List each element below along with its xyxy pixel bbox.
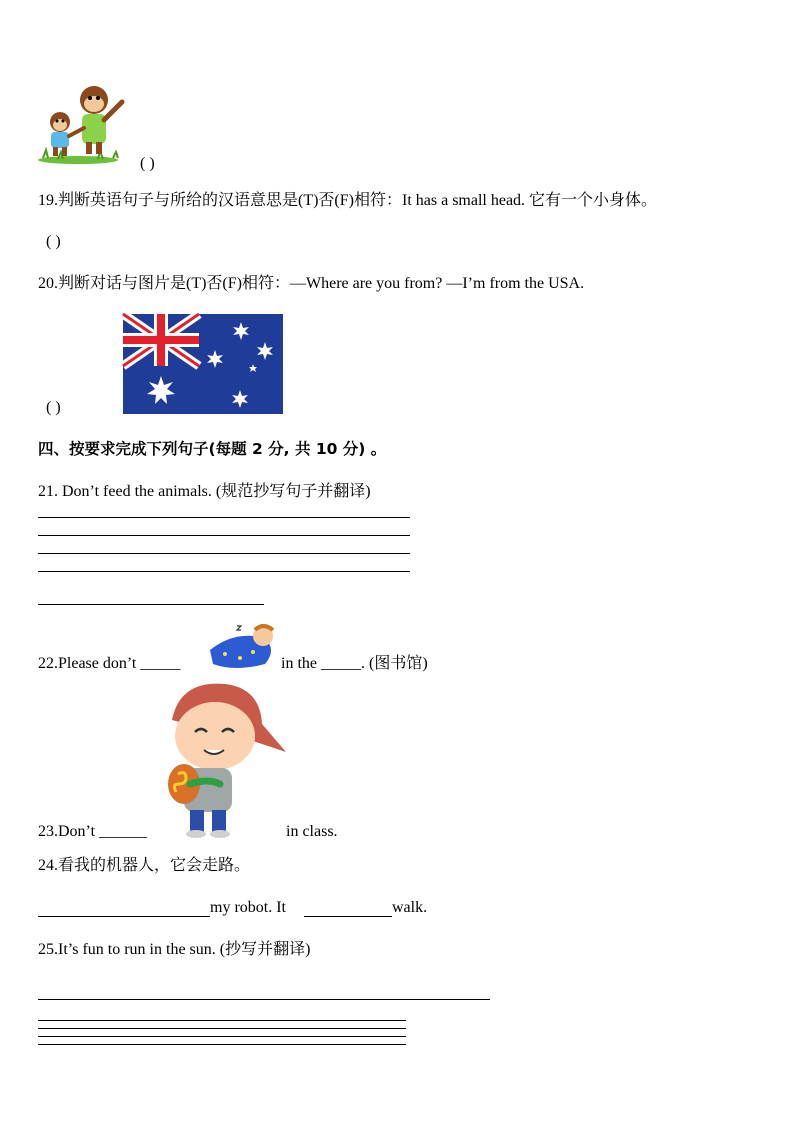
q21-text: 21. Don’t feed the animals. (规范抄写句子并翻译) [38, 483, 371, 500]
q24-blank-2[interactable] [304, 916, 392, 917]
sleeping-child-icon [205, 620, 280, 670]
q25-answer-line-5[interactable] [38, 1044, 406, 1045]
boy-eating-illustration [160, 680, 290, 840]
q21-answer-line-1[interactable] [38, 517, 410, 518]
q18-answer-paren: ( ) [140, 155, 155, 172]
q25-answer-line-4[interactable] [38, 1036, 406, 1037]
q19-text: 19.判断英语句子与所给的汉语意思是(T)否(F)相符：It has a small head. 它有一个小身体。 [38, 192, 658, 209]
q20-text: 20.判断对话与图片是(T)否(F)相符：—Where are you from? —I’m from the USA. [38, 275, 585, 292]
q19-answer-paren: ( ) [46, 233, 61, 250]
q24-answer-part1: my robot. It [210, 899, 286, 916]
q25-text: 25.It’s fun to run in the sun. (抄写并翻译) [38, 941, 311, 958]
q25-answer-line-3[interactable] [38, 1028, 406, 1029]
q24-blank-1[interactable] [38, 916, 210, 917]
q25-answer-line-2[interactable] [38, 1020, 406, 1021]
q21-translation-line[interactable] [38, 604, 264, 605]
q24-text: 24.看我的机器人，它会走路。 [38, 857, 251, 874]
section-4-title: 四、按要求完成下列句子(每题 2 分, 共 10 分) 。 [38, 440, 387, 458]
monkeys-illustration [38, 80, 133, 165]
q21-answer-line-4[interactable] [38, 571, 410, 572]
q25-answer-line-1[interactable] [38, 999, 490, 1000]
q24-answer-part2: walk. [392, 899, 428, 916]
q20-answer-paren: ( ) [46, 399, 61, 416]
q23-text-part1: 23.Don’t ______ [38, 823, 148, 840]
q22-text-part1: 22.Please don’t _____ [38, 655, 181, 672]
q21-answer-line-2[interactable] [38, 535, 410, 536]
australia-flag [123, 314, 283, 414]
q21-answer-line-3[interactable] [38, 553, 410, 554]
q23-text-part2: in class. [286, 823, 338, 840]
q22-text-part2: in the _____. (图书馆) [281, 655, 428, 672]
